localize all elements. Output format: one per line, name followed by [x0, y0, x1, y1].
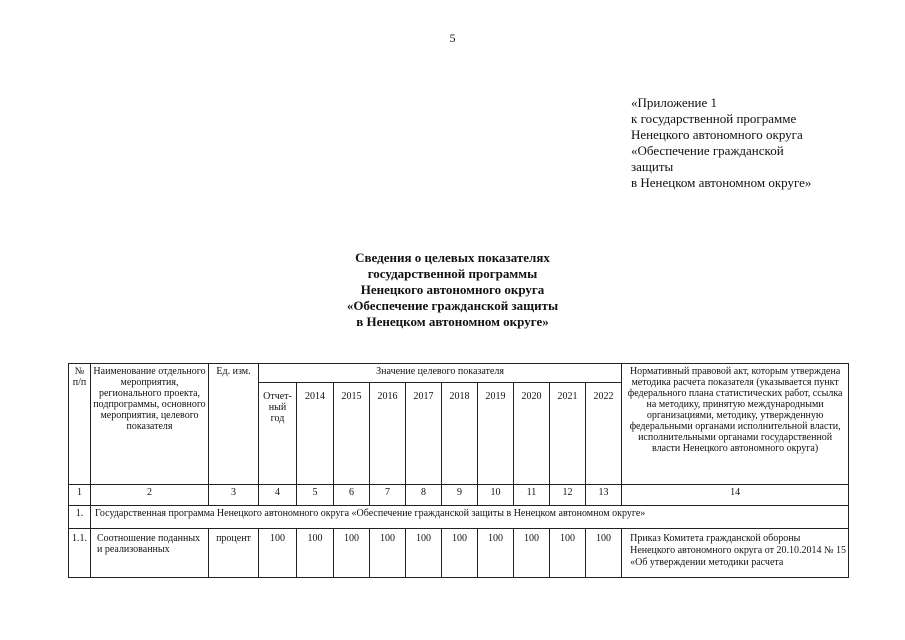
- column-number: 4: [259, 485, 297, 506]
- row-value: 100: [550, 529, 586, 578]
- title-line: государственной программы: [367, 266, 538, 281]
- header-unit: Ед. изм.: [209, 364, 259, 485]
- header-value-group: Значение целевого показателя: [259, 364, 622, 383]
- header-year: 2021: [550, 383, 586, 485]
- row-name: Соотношение поданных и реализованных: [91, 529, 209, 578]
- title-line: Сведения о целевых показателях: [355, 250, 550, 265]
- row-value: 100: [297, 529, 334, 578]
- section-num: 1.: [69, 506, 91, 529]
- row-value: 100: [514, 529, 550, 578]
- header-num: № п/п: [69, 364, 91, 485]
- row-unit: процент: [209, 529, 259, 578]
- row-num: 1.1.: [69, 529, 91, 578]
- table-row: [69, 529, 849, 578]
- column-number: 3: [209, 485, 259, 506]
- appendix-line: Ненецкого автономного округа: [631, 127, 803, 142]
- column-numbers-row: [69, 485, 849, 506]
- column-number: 11: [514, 485, 550, 506]
- column-number: 8: [406, 485, 442, 506]
- appendix-note: [631, 95, 881, 191]
- column-number: 12: [550, 485, 586, 506]
- column-number: 6: [334, 485, 370, 506]
- header-name: Наименование отдельного мероприятия, регионального проекта, подпрограммы, основного мероприятия, целевого показателя: [91, 364, 209, 485]
- row-value: 100: [478, 529, 514, 578]
- column-number: 9: [442, 485, 478, 506]
- row-value: 100: [442, 529, 478, 578]
- header-year: 2015: [334, 383, 370, 485]
- appendix-line: «Обеспечение гражданской: [631, 143, 784, 158]
- column-number: 1: [69, 485, 91, 506]
- column-number: 5: [297, 485, 334, 506]
- appendix-line: «Приложение 1: [631, 95, 718, 110]
- appendix-line: в Ненецком автономном округе»: [631, 175, 812, 190]
- title-line: Ненецкого автономного округа: [360, 282, 545, 297]
- header-year: 2019: [478, 383, 514, 485]
- title-line: в Ненецком автономном округе»: [356, 314, 549, 329]
- header-year: 2022: [586, 383, 622, 485]
- title-line: «Обеспечение гражданской защиты: [346, 298, 559, 313]
- row-act: Приказ Комитета гражданской обороны Ненецкого автономного округа от 20.10.2014 № 15 «Об утверждении методики расчета: [622, 529, 849, 578]
- header-act: Нормативный правовой акт, которым утверждена методика расчета показателя (указывается пункт федерального плана статистических работ, ссылка на методику, принятую международными организациями, методику, утвержденную федеральными органами исполнительной власти, исполнительными органами государственной власти Ненецкого автономного округа): [622, 364, 849, 485]
- section-row: [69, 506, 849, 529]
- column-number: 10: [478, 485, 514, 506]
- row-value: 100: [334, 529, 370, 578]
- indicators-table: [68, 363, 849, 578]
- row-value: 100: [406, 529, 442, 578]
- appendix-line: защиты: [631, 159, 674, 174]
- row-value: 100: [259, 529, 297, 578]
- column-number: 14: [622, 485, 849, 506]
- header-year: 2017: [406, 383, 442, 485]
- header-base-year: Отчет-ный год: [259, 383, 297, 485]
- page-number: 5: [449, 31, 456, 45]
- row-value: 100: [586, 529, 622, 578]
- section-title: Государственная программа Ненецкого автономного округа «Обеспечение гражданской защиты в Ненецком автономном округе»: [91, 506, 849, 529]
- column-number: 2: [91, 485, 209, 506]
- header-year: 2020: [514, 383, 550, 485]
- header-year: 2016: [370, 383, 406, 485]
- document-title: [0, 250, 905, 330]
- header-year: 2018: [442, 383, 478, 485]
- column-number: 7: [370, 485, 406, 506]
- header-year: 2014: [297, 383, 334, 485]
- column-number: 13: [586, 485, 622, 506]
- appendix-line: к государственной программе: [631, 111, 797, 126]
- row-value: 100: [370, 529, 406, 578]
